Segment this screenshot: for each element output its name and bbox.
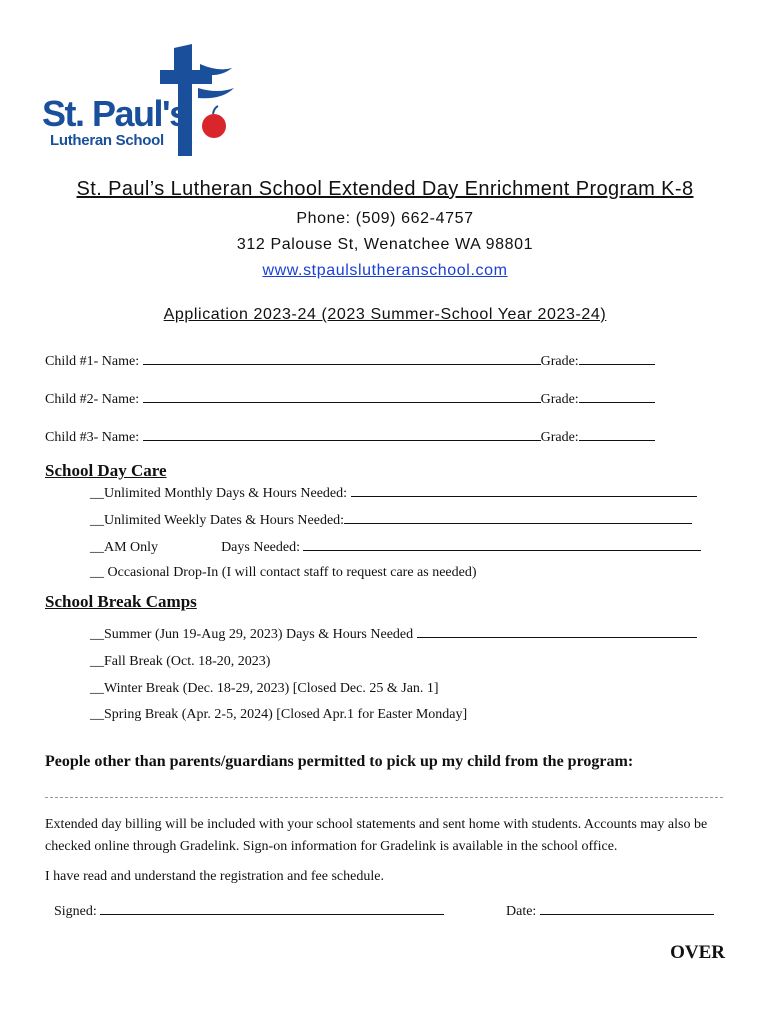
- am-only-label: __AM Only: [90, 540, 159, 555]
- pickup-heading: People other than parents/guardians permitted to pick up my child from the program:: [45, 753, 634, 770]
- child-3-grade-field[interactable]: [579, 428, 655, 441]
- child-3-grade-label: Grade:: [540, 430, 579, 445]
- child-2-row: [45, 390, 655, 408]
- over-label: OVER: [670, 942, 725, 963]
- monthly-label: __Unlimited Monthly Days & Hours Needed:: [90, 486, 348, 501]
- days-needed-label: Days Needed:: [221, 540, 300, 555]
- child-1-row: [45, 352, 655, 370]
- website-link[interactable]: www.stpaulslutheranschool.com: [262, 262, 508, 279]
- date-row: [506, 902, 714, 920]
- school-logo: [42, 44, 242, 160]
- logo-subtitle: Lutheran School: [50, 132, 164, 149]
- signed-label: Signed:: [54, 904, 97, 919]
- days-needed-field[interactable]: [303, 538, 701, 551]
- am-only-row: [90, 538, 701, 556]
- acknowledge-text: I have read and understand the registration and fee schedule.: [45, 869, 384, 884]
- fall-break-row: __Fall Break (Oct. 18-20, 2023): [90, 654, 271, 669]
- summer-field[interactable]: [417, 625, 697, 638]
- monthly-row: [90, 484, 697, 502]
- child-3-label: Child #3- Name:: [45, 430, 140, 445]
- child-2-grade-field[interactable]: [579, 390, 655, 403]
- child-1-grade-label: Grade:: [540, 354, 579, 369]
- date-label: Date:: [506, 904, 537, 919]
- logo-name: St. Paul's: [42, 93, 188, 134]
- child-2-name-field[interactable]: [143, 390, 541, 403]
- signature-field[interactable]: [100, 902, 444, 915]
- child-2-label: Child #2- Name:: [45, 392, 140, 407]
- phone: Phone: (509) 662-4757: [296, 210, 474, 227]
- monthly-field[interactable]: [351, 484, 697, 497]
- child-3-name-field[interactable]: [143, 428, 541, 441]
- summer-label: __Summer (Jun 19-Aug 29, 2023) Days & Hours Needed: [90, 627, 414, 642]
- pickup-field[interactable]: [45, 797, 723, 798]
- weekly-label: __Unlimited Weekly Dates & Hours Needed:: [90, 513, 345, 528]
- child-2-grade-label: Grade:: [540, 392, 579, 407]
- billing-paragraph: Extended day billing will be included with your school statements and sent home with students. Accounts may also be checked online through Gradelink. Sign-on information for Gradelink is available in the school office.: [45, 817, 708, 854]
- child-1-label: Child #1- Name:: [45, 354, 140, 369]
- drop-in-row: __ Occasional Drop-In (I will contact staff to request care as needed): [90, 565, 477, 580]
- weekly-field[interactable]: [344, 511, 692, 524]
- summer-row: [90, 625, 697, 643]
- child-1-name-field[interactable]: [143, 352, 541, 365]
- spring-break-row: __Spring Break (Apr. 2-5, 2024) [Closed Apr.1 for Easter Monday]: [90, 707, 468, 722]
- weekly-row: [90, 511, 692, 529]
- child-3-row: [45, 428, 655, 446]
- date-field[interactable]: [540, 902, 714, 915]
- school-day-care-heading: School Day Care: [45, 461, 167, 480]
- child-1-grade-field[interactable]: [579, 352, 655, 365]
- address: 312 Palouse St, Wenatchee WA 98801: [236, 236, 534, 253]
- winter-break-row: __Winter Break (Dec. 18-29, 2023) [Closed Dec. 25 & Jan. 1]: [90, 681, 439, 696]
- application-year: Application 2023-24 (2023 Summer-School Year 2023-24): [163, 306, 607, 323]
- school-break-camps-heading: School Break Camps: [45, 592, 197, 611]
- page-title: St. Paul’s Lutheran School Extended Day Enrichment Program K-8: [76, 178, 694, 200]
- signed-row: [54, 902, 444, 920]
